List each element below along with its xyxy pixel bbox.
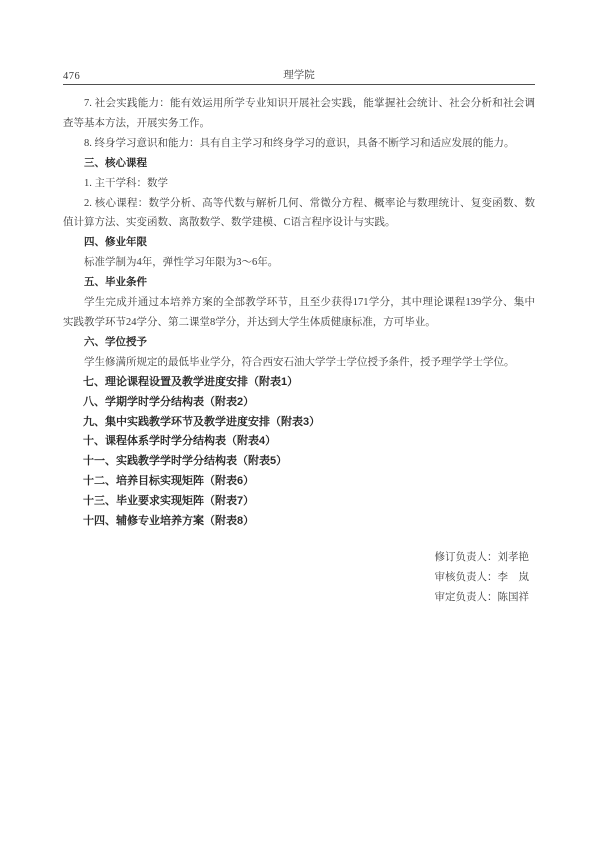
signature-name: 刘孝艳	[497, 551, 529, 563]
para-study-duration: 标准学制为4年，弹性学习年限为3～6年。	[84, 257, 279, 269]
document-body	[63, 94, 535, 532]
heading-section-6-degree-conferral: 六、学位授予	[84, 335, 147, 348]
heading-section-14-appendix-8: 十四、辅修专业培养方案（附表8）	[83, 515, 255, 528]
heading-section-12-appendix-6: 十二、培养目标实现矩阵（附表6）	[83, 475, 255, 488]
heading-section-8-appendix-2: 八、学期学时学分结构表（附表2）	[83, 395, 255, 408]
signature-role: 审定负责人：	[434, 591, 498, 603]
page-content	[63, 66, 535, 608]
page-number: 476	[63, 71, 81, 82]
signature-name: 陈国祥	[497, 591, 529, 603]
heading-section-3-core-courses: 三、核心课程	[84, 156, 147, 169]
signature-row-approval	[63, 588, 529, 608]
signature-role: 审核负责人：	[434, 571, 498, 583]
para-degree-conferral: 学生修满所规定的最低毕业学分，符合西安石油大学学士学位授予条件，授予理学学士学位。	[84, 356, 515, 368]
heading-section-13-appendix-7: 十三、毕业要求实现矩阵（附表7）	[83, 495, 255, 508]
para-core-course-list: 2. 核心课程：数学分析、高等代数与解析几何、常微分方程、概率论与数理统计、复变函数、数值计算方法、实变函数、离散数学、数学建模、C语言程序设计与实践。	[63, 197, 535, 229]
para-graduation-requirements: 学生完成并通过本培养方案的全部教学环节，且至少获得171学分，其中理论课程139学分、集中实践教学环节24学分、第二课堂8学分，并达到大学生体质健康标准，方可毕业。	[63, 297, 535, 328]
heading-section-4-study-duration: 四、修业年限	[84, 236, 147, 249]
heading-section-9-appendix-3: 九、集中实践教学环节及教学进度安排（附表3）	[83, 415, 321, 428]
para-social-practice-ability: 7. 社会实践能力：能有效运用所学专业知识开展社会实践，能掌握社会统计、社会分析和社会调查等基本方法，开展实务工作。	[63, 98, 535, 129]
signature-block	[63, 548, 535, 608]
running-title: 理学院	[283, 70, 315, 81]
para-lifelong-learning-ability: 8. 终身学习意识和能力：具有自主学习和终身学习的意识，具备不断学习和适应发展的能力。	[84, 137, 515, 149]
signature-role: 修订负责人：	[434, 551, 498, 563]
signature-name: 李 岚	[497, 571, 529, 583]
para-main-discipline: 1. 主干学科：数学	[84, 177, 168, 189]
heading-section-10-appendix-4: 十、课程体系学时学分结构表（附表4）	[83, 435, 277, 448]
page-header	[63, 66, 535, 85]
heading-section-5-graduation-requirements: 五、毕业条件	[84, 276, 147, 289]
heading-section-11-appendix-5: 十一、实践教学学时学分结构表（附表5）	[83, 455, 288, 468]
signature-row-review	[63, 568, 529, 588]
signature-row-revision	[63, 548, 529, 568]
heading-section-7-appendix-1: 七、理论课程设置及教学进度安排（附表1）	[83, 375, 299, 388]
